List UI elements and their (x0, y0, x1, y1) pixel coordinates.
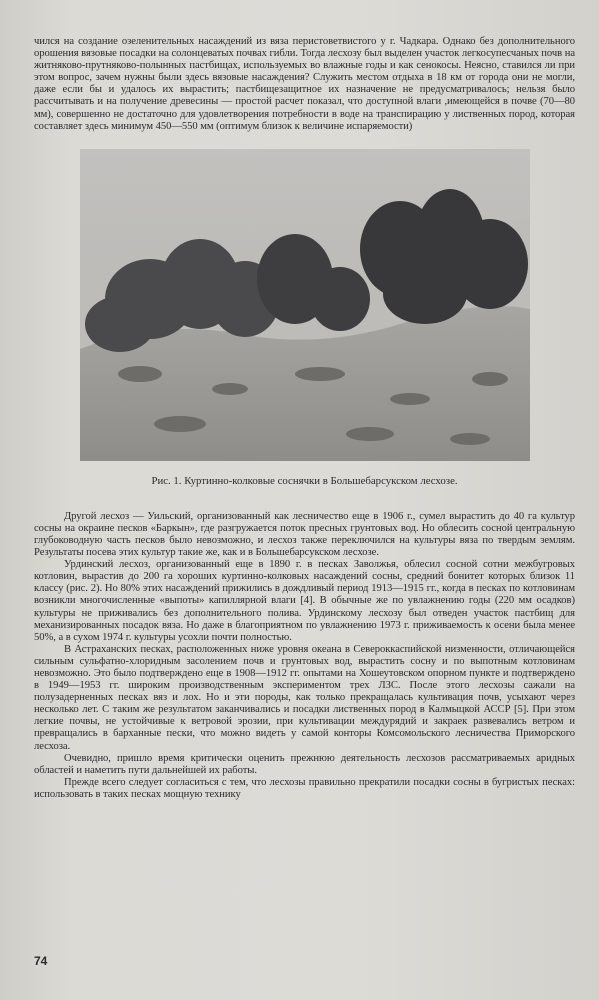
photo-pine-groves (80, 149, 530, 461)
paragraph: В Астраханских песках, расположенных ниже уровня океана в Североккаспийской низменности, отличающейся сильным сульфатно-хлоридным засолением почв и грунтовых вод, вырастить сосну и по выпотным котловинам невозможно. Это было подтверждено еще в 1908—1912 гг. опытами на Хошеутовском опорном пункте и подтверждено в 1949—1953 гг. широким производственным экспериментом трех ЛЗС. После этого лесхозы сажали на полузадерненных песках вяз и лох. Но и эти породы, как только прекращалась культивация почв, усыхают через несколько лет. С таким же результатом заканчивались и посадки лиственных пород в Калмыцкой АССР [5]. При этом легкие почвы, не устойчивые к ветровой эрозии, при культивации междурядий и закраек развевались ветром и превращались в барханные пески, что можно видеть у самой конторы Комсомольского лесничества Приморского лесхоза. (34, 643, 575, 752)
bottom-paragraph-block (34, 511, 575, 801)
paragraph: Прежде всего следует согласиться с тем, что лесхозы правильно прекратили посадки сосны в бугристых песках: использовать в таких песках мощную технику (34, 776, 575, 800)
figure-1 (80, 149, 530, 487)
figure-caption: Рис. 1. Куртинно-колковые соснячки в Большебарсукском лесхозе. (151, 474, 458, 487)
paragraph: Урдинский лесхоз, организованный еще в 1890 г. в песках Заволжья, облесил сосной сотни межбугровых котловин, вырастив до 200 га хороших куртинно-колковых насаждений сосны, средний бонитет которых близок 11 классу (рис. 2). Но 80% этих насаждений прижились в дождливый период 1913—1915 гг., когда в песках по котловинам возникли многочисленные «выпоты» капиллярной влаги [4]. В обычные же по увлажнению годы (220 мм осадков) культуры не приживались без дополнительного полива. Урдинскому лесхозу был отведен участок пастбищ для механизированных посадок вяза. Но даже в благоприятном по увлажнению 1973 г. приживаемость к осени была менее 50%, а в сухом 1974 г. культуры усохли почти полностью. (34, 559, 575, 643)
photo-illustration (80, 149, 530, 461)
paragraph: чился на создание озеленительных насаждений из вяза перистоветвистого у г. Чадкара. Однако без дополнительного орошения вязовые посадки на солонцеватых почвах гибли. Тогда лесхозу был выделен участок легкосупесчаных почв на житняково-прутняково-полынных пастбищах, используемых во влажные годы и как сенокосы. Неясно, ставился ли при этом вопрос, зачем нужны были здесь вязовые насаждения? Служить местом отдыха в 18 км от города они не могли, даже если бы и удалось их вырастить; пастбищезащитное их назначение не предусматривалось; нельзя было рассчитывать и на получение древесины — простой расчет показал, что доступной влаги ,имеющейся в почве (70—80 мм), совершенно не достаточно для удовлетворения потребности в воде на транспирацию у лиственных пород, которая составляет здесь минимум 450—550 мм (оптимум близок к величине испаряемости) (34, 36, 575, 132)
page-number: 74 (34, 954, 48, 968)
paragraph: Очевидно, пришло время критически оценить прежнюю деятельность лесхозов рассматриваемых аридных областей и наметить пути дальнейшей их работы. (34, 752, 575, 776)
paragraph: Другой лесхоз — Уильский, организованный как лесничество еще в 1906 г., сумел вырастить до 40 га культур сосны на окраине песков «Баркын», где разгружается поток пресных грунтовых вод. Но облесить сосной центральную глубоководную часть песков было невозможно, и лесхоз также переключился на культуры вяза по твердым землям. Результаты посева этих культур такие же, как и в Большебарсукском лесхозе. (34, 510, 575, 559)
top-paragraph-block (34, 36, 575, 133)
